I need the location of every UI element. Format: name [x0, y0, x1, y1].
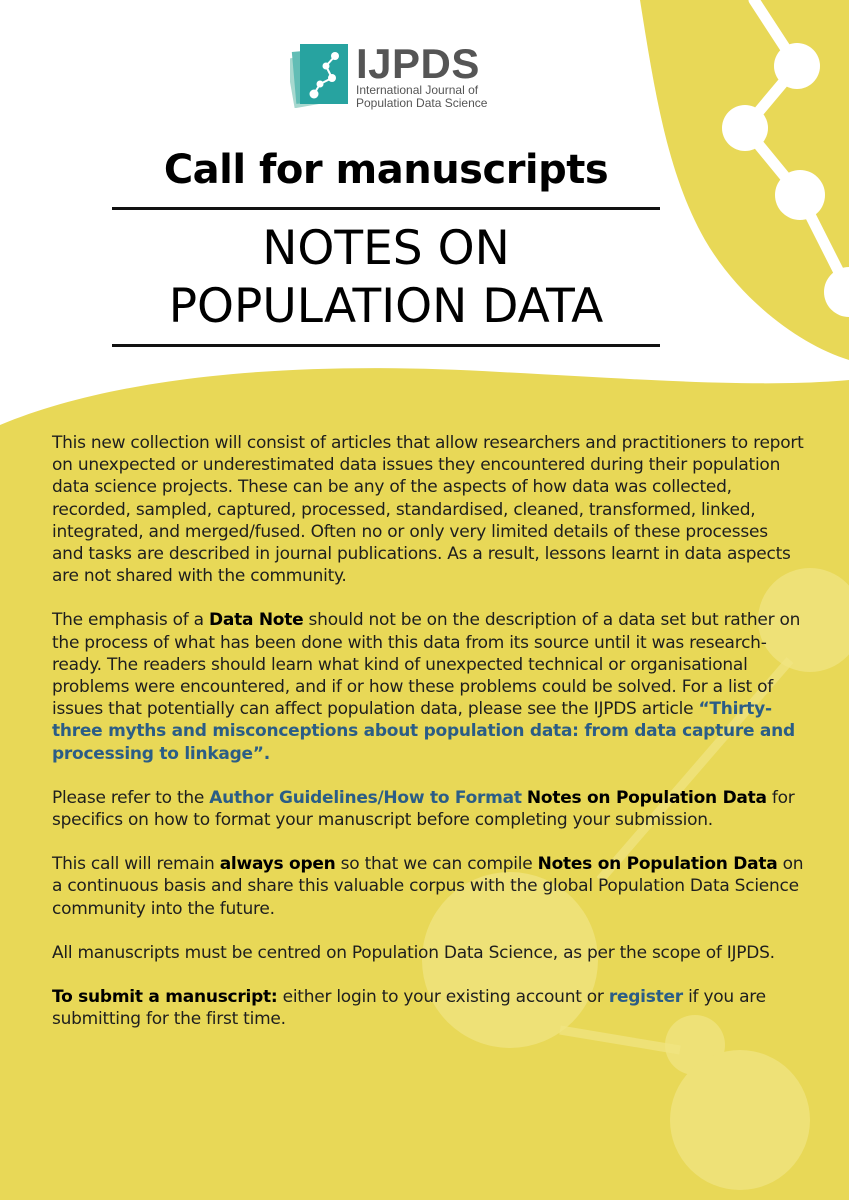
- p3-notes-bold: Notes on Population Data: [526, 787, 767, 808]
- author-guidelines-link[interactable]: Author Guidelines/How to Format: [209, 787, 522, 808]
- p4-text-a: This call will remain: [52, 854, 220, 875]
- molecule-node-1: [774, 43, 820, 89]
- p4-always-open: always open: [219, 854, 336, 875]
- p3-text-d: for specifics on how to format your manuscript before completing your submission.: [52, 787, 795, 831]
- logo-subtitle: [356, 84, 506, 110]
- p2-text-a: The emphasis of a: [52, 610, 209, 631]
- intro-paragraph: This new collection will consist of articles that allow researchers and practitioners to report on unexpected or underestimated data issues they encountered during their population data science projects. These can be any of the aspects of how data was collected, recorded, sampled, captured, processed, standardised, cleaned, transformed, linked, integrated, and merged/fused. Often no or only very limited details of these processes and tasks are described in journal publications. As a result, lessons learnt in data aspects are not shared with the community.: [52, 433, 804, 587]
- always-open-paragraph: [52, 853, 804, 920]
- molecule-node-2: [722, 105, 768, 151]
- logo-subtitle-line-2: Population Data Science: [356, 96, 488, 110]
- p6-text-c: if you are submitting for the first time.: [52, 987, 766, 1030]
- ijpds-logo-icon: [290, 42, 352, 108]
- heading-divider-top: [112, 207, 660, 210]
- p3-text-a: Please refer to the: [52, 787, 210, 808]
- scope-paragraph: All manuscripts must be centred on Population Data Science, as per the scope of IJPDS.: [52, 942, 775, 963]
- guidelines-paragraph: [52, 787, 804, 831]
- p4-text-c: so that we can compile: [335, 854, 538, 875]
- logo-subtitle-line-1: International Journal of: [356, 83, 479, 97]
- register-link[interactable]: register: [608, 987, 683, 1008]
- faint-circle-4: [670, 1050, 810, 1190]
- p2-data-note: Data Note: [208, 610, 304, 631]
- p4-text-e: on a continuous basis and share this valuable corpus with the global Population Data Science community into the future.: [52, 854, 804, 919]
- data-note-paragraph: [52, 609, 804, 764]
- p4-notes-bold: Notes on Population Data: [537, 854, 778, 875]
- heading-divider-bottom: [112, 344, 660, 347]
- journal-logo: [290, 42, 490, 110]
- p6-text-b: either login to your existing account or: [277, 987, 609, 1008]
- molecule-node-3: [775, 170, 825, 220]
- p6-submit-label: To submit a manuscript:: [52, 987, 278, 1008]
- logo-name: IJPDS: [356, 40, 480, 87]
- call-body: [52, 432, 804, 1052]
- collection-title-line-2: POPULATION DATA: [168, 279, 604, 334]
- p2-text-c: should not be on the description of a data set but rather on the process of what has been done with this data from its source until it was research-ready. The readers should learn what kind of unexpected technical or organisational problems were encountered, and if or how these problems could be solved. For a list of issues that potentially can affect population data, please see the IJPDS article: [52, 610, 801, 720]
- myths-article-link[interactable]: “Thirty-three myths and misconceptions about population data: from data capture and processing to linkage”.: [52, 699, 795, 764]
- collection-title: [100, 220, 672, 336]
- call-heading: Call for manuscripts: [163, 147, 609, 193]
- collection-title-line-1: NOTES ON: [262, 221, 510, 276]
- submit-paragraph: [52, 986, 804, 1030]
